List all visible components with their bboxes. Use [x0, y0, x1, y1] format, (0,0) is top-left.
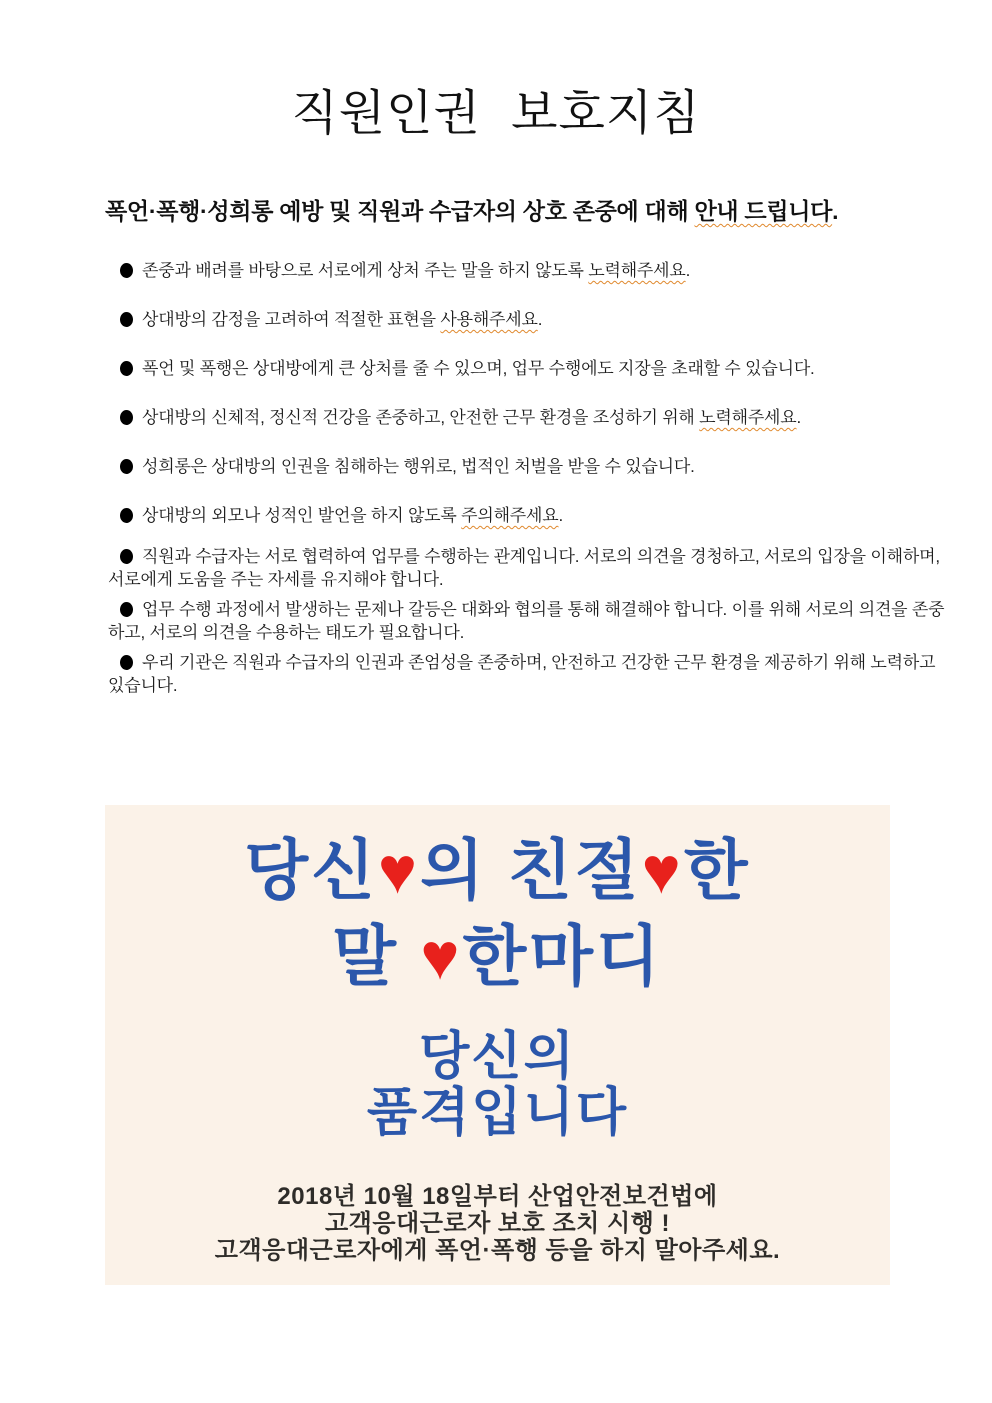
- list-item: [108, 651, 952, 697]
- bullet-text: 직원과 수급자는 서로 협력하여 업무를 수행하는 관계입니다. 서로의 의견을 경청하고, 서로의 입장을 이해하며, 서로에게 도움을 주는 자세를 유지해야 합니다.: [108, 547, 940, 589]
- poster-headline-text: 한: [683, 833, 751, 907]
- heart-icon: ♥: [377, 833, 421, 907]
- poster-headline-text: 한마디: [462, 919, 663, 993]
- poster-headline-text: 말: [332, 919, 421, 993]
- bullet-icon: [120, 655, 133, 670]
- poster-slogan-line2: 품격입니다: [366, 1084, 629, 1142]
- bullet-text: 상대방의 신체적, 정신적 건강을 존중하고, 안전한 근무 환경을 조성하기 위해: [142, 408, 700, 427]
- bullet-text: 폭언 및 폭행은 상대방에게 큰 상처를 줄 수 있으며, 업무 수행에도 지장을 초래할 수 있습니다.: [142, 359, 815, 378]
- bullet-text-post: .: [558, 506, 564, 525]
- bullet-underlined-text: 사용해주세요: [440, 310, 538, 329]
- poster-slogan-line1: 당신의: [419, 1028, 576, 1086]
- bullet-underlined-text: 주의해주세요: [461, 506, 559, 525]
- bullet-icon: [120, 549, 133, 564]
- heart-icon: ♥: [420, 919, 463, 993]
- bullet-icon: [120, 459, 133, 474]
- list-item: [108, 504, 952, 527]
- bullet-text-post: .: [537, 310, 543, 329]
- list-item: [108, 308, 952, 331]
- list-item: [108, 545, 952, 591]
- bullet-text: 상대방의 감정을 고려하여 적절한 표현을: [142, 310, 441, 329]
- poster-headline-line1: [105, 805, 890, 913]
- campaign-poster: [105, 805, 890, 1285]
- bullet-icon: [120, 361, 133, 376]
- subtitle-underlined-text: 안내 드립니다: [694, 198, 833, 224]
- heart-icon: ♥: [641, 833, 684, 907]
- bullet-text: 상대방의 외모나 성적인 발언을 하지 않도록: [142, 506, 462, 525]
- list-item: [108, 455, 952, 478]
- bullet-icon: [120, 312, 133, 327]
- list-item: [108, 259, 952, 282]
- bullet-underlined-text: 노력해주세요: [699, 408, 797, 427]
- bullet-text: 우리 기관은 직원과 수급자의 인권과 존엄성을 존중하며, 안전하고 건강한 근무 환경을 제공하기 위해 노력하고 있습니다.: [108, 653, 936, 695]
- subtitle-text-post: .: [832, 198, 839, 224]
- guideline-list: [108, 259, 952, 697]
- poster-notice-line1: 2018년 10월 18일부터 산업안전보건법에: [277, 1183, 718, 1210]
- document-title: 직원인권 보호지침: [291, 87, 701, 140]
- bullet-icon: [120, 508, 133, 523]
- bullet-icon: [120, 602, 133, 617]
- poster-headline-line2: [105, 913, 890, 999]
- bullet-text: 업무 수행 과정에서 발생하는 문제나 갈등은 대화와 협의를 통해 해결해야 합니다. 이를 위해 서로의 의견을 존중하고, 서로의 의견을 수용하는 태도가 필요합니다.: [108, 600, 945, 642]
- bullet-text-post: .: [796, 408, 802, 427]
- bullet-text: 성희롱은 상대방의 인권을 침해하는 행위로, 법적인 처벌을 받을 수 있습니다.: [142, 457, 695, 476]
- bullet-icon: [120, 410, 133, 425]
- poster-notice-line2: 고객응대근로자 보호 조치 시행 !: [324, 1210, 671, 1237]
- bullet-icon: [120, 263, 133, 278]
- poster-notice-line3: 고객응대근로자에게 폭언·폭행 등을 하지 말아주세요.: [214, 1237, 781, 1264]
- list-item: [108, 406, 952, 429]
- poster-notice: [105, 1183, 890, 1264]
- list-item: [108, 598, 952, 644]
- poster-slogan: [105, 1029, 890, 1141]
- bullet-text: 존중과 배려를 바탕으로 서로에게 상처 주는 말을 하지 않도록: [142, 261, 589, 280]
- bullet-text-post: .: [685, 261, 691, 280]
- poster-headline-text: 당신: [244, 833, 378, 907]
- poster-headline-text: 의 친절: [420, 833, 642, 907]
- document-subtitle: [105, 196, 952, 227]
- list-item: [108, 357, 952, 380]
- bullet-underlined-text: 노력해주세요: [588, 261, 686, 280]
- subtitle-text: 폭언·폭행·성희롱 예방 및 직원과 수급자의 상호 존중에 대해: [105, 198, 695, 224]
